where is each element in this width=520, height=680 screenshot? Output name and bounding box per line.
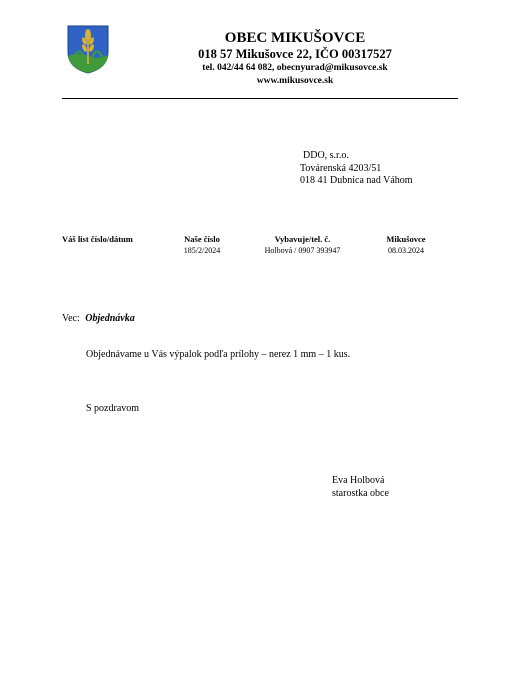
header-divider bbox=[62, 98, 458, 99]
municipality-web: www.mikusovce.sk bbox=[256, 76, 334, 86]
ref-our-number-value: 185/2/2024 bbox=[183, 246, 221, 255]
ref-handled-by bbox=[250, 233, 355, 257]
subject-line bbox=[62, 313, 135, 324]
ref-handled-by-value: Holbová / 0907 393947 bbox=[264, 246, 341, 255]
municipality-address: 018 57 Mikušovce 22, IČO 00317527 bbox=[198, 47, 392, 61]
signature-block bbox=[332, 475, 389, 500]
subject-value: Objednávka bbox=[85, 313, 135, 324]
subject-label: Vec: bbox=[62, 313, 80, 324]
ref-place-date bbox=[376, 233, 436, 257]
signatory-name: Eva Holbová bbox=[332, 475, 385, 486]
letterhead bbox=[150, 30, 440, 88]
closing-greeting: S pozdravom bbox=[86, 403, 140, 414]
letter-body: Objednávame u Vás výpalok podľa prílohy – nerez 1 mm – 1 kus. bbox=[86, 349, 351, 360]
municipality-name: OBEC MIKUŠOVCE bbox=[224, 30, 366, 46]
addressee-city: 018 41 Dubnica nad Váhom bbox=[300, 175, 413, 186]
coat-of-arms-icon bbox=[66, 24, 110, 74]
ref-your-letter-label: Váš list číslo/dátum bbox=[62, 234, 133, 244]
municipality-contact: tel. 042/44 64 082, obecnyurad@mikusovce.sk bbox=[202, 63, 388, 73]
ref-date-value: 08.03.2024 bbox=[388, 246, 424, 255]
ref-place-label: Mikušovce bbox=[386, 234, 426, 244]
addressee-street: Továrenská 4203/51 bbox=[300, 162, 382, 174]
signatory-title: starostka obce bbox=[332, 487, 389, 499]
ref-your-letter bbox=[62, 233, 133, 245]
ref-our-number bbox=[172, 233, 232, 257]
addressee-block bbox=[300, 150, 413, 188]
ref-handled-by-label: Vybavuje/tel. č. bbox=[274, 234, 331, 244]
addressee-company: DDO, s.r.o. bbox=[303, 150, 349, 161]
ref-our-number-label: Naše číslo bbox=[184, 234, 220, 244]
